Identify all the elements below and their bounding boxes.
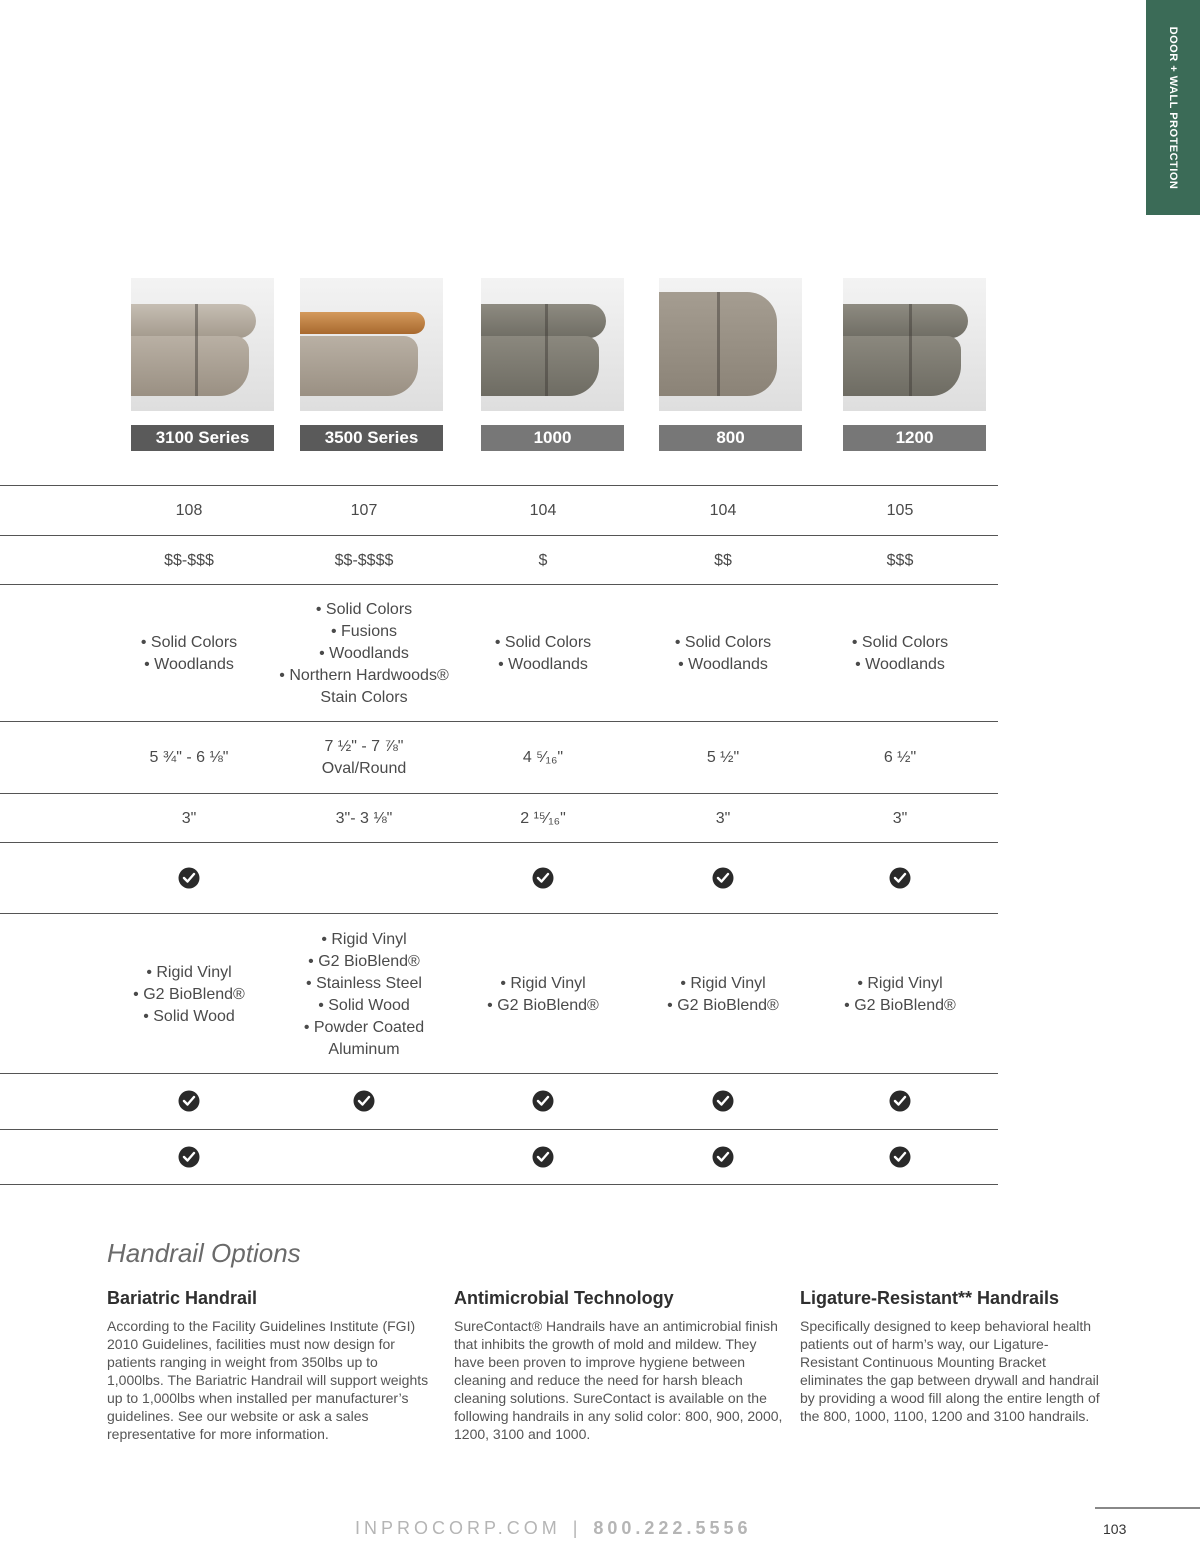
series-label-1200: 1200 <box>843 425 986 451</box>
table-rule <box>0 793 998 794</box>
cell-line: $$$ <box>886 552 914 569</box>
cell-line: • Rigid Vinyl <box>321 931 407 948</box>
table-rule <box>0 721 998 722</box>
cell-line: • Woodlands <box>678 656 768 673</box>
series-label-1000: 1000 <box>481 425 624 451</box>
product-1200 <box>843 278 986 451</box>
cell-height <box>800 747 1000 769</box>
page-number-rule <box>1095 1507 1200 1509</box>
cell-line: • Rigid Vinyl <box>500 975 586 992</box>
cell-line: 105 <box>886 502 914 519</box>
cell-line: • Rigid Vinyl <box>146 964 232 981</box>
product-3500 <box>300 278 443 451</box>
cell-line: $$-$$$$ <box>334 552 394 569</box>
cell-line: 4 ⁵⁄₁₆" <box>522 749 564 766</box>
cell-line: 104 <box>709 502 737 519</box>
cell-line: • Solid Colors <box>674 634 772 651</box>
handrail-3500-photo <box>300 278 443 411</box>
cell-line: 107 <box>350 502 378 519</box>
product-800 <box>659 278 802 451</box>
cell-materials <box>443 973 643 1017</box>
check-icon <box>890 1147 911 1168</box>
side-tab-label: DOOR + WALL PROTECTION <box>1167 26 1179 190</box>
option-body: SureContact® Handrails have an antimicrobial finish that inhibits the growth of mold and mildew. They have been proven to improve hygiene between cleaning and reduce the need for harsh bleach cleaning solutions. SureContact is available on the following handrails in any solid color: 800, 900, 2000, 1200, 3100 and 1000. <box>454 1318 783 1442</box>
table-rule <box>0 842 998 843</box>
footer-separator: | <box>572 1518 582 1538</box>
cell-line: Aluminum <box>328 1041 400 1058</box>
cell-colors <box>800 632 1000 676</box>
cell-price <box>443 550 643 572</box>
cell-price <box>623 550 823 572</box>
option-body: According to the Facility Guidelines Institute (FGI) 2010 Guidelines, facilities must now design for patients ranging in weight from 350lbs up to 1,000lbs. The Bariatric Handrail will support weights up to 1,000lbs when installed per manufacturer’s guidelines. See our website or ask a sales representative for more information. <box>107 1318 429 1442</box>
option-antimicrobial <box>454 1288 784 1443</box>
cell-depth <box>623 808 823 830</box>
cell-materials <box>89 962 289 1028</box>
check-icon <box>533 1147 554 1168</box>
series-label-3100: 3100 Series <box>131 425 274 451</box>
cell-colors <box>89 632 289 676</box>
cell-line: • Solid Colors <box>140 634 238 651</box>
check-icon <box>890 1091 911 1112</box>
cell-line: • Fusions <box>330 623 398 640</box>
cell-price <box>800 550 1000 572</box>
cell-height <box>264 736 464 780</box>
table-rule <box>0 535 998 536</box>
cell-line: • G2 BioBlend® <box>308 953 420 970</box>
cell-line: $$-$$$ <box>164 552 214 569</box>
cell-page <box>443 500 643 522</box>
product-3100 <box>131 278 274 451</box>
cell-line: • Powder Coated <box>303 1019 425 1036</box>
cell-page <box>623 500 823 522</box>
cell-line: • G2 BioBlend® <box>844 997 956 1014</box>
cell-colors <box>264 599 464 709</box>
cell-line: 5 ½" <box>706 749 740 766</box>
cell-materials <box>264 929 464 1061</box>
cell-line: 108 <box>175 502 203 519</box>
option-heading: Ligature-Resistant** Handrails <box>800 1288 1060 1308</box>
cell-line: 3"- 3 ⅛" <box>335 810 393 827</box>
cell-colors <box>443 632 643 676</box>
handrail-800-photo <box>659 278 802 411</box>
cell-page <box>264 500 464 522</box>
check-icon <box>179 1147 200 1168</box>
cell-height <box>623 747 823 769</box>
cell-height <box>89 747 289 769</box>
cell-price <box>264 550 464 572</box>
table-rule <box>0 1129 998 1130</box>
cell-line: • Solid Colors <box>315 601 413 618</box>
option-heading: Bariatric Handrail <box>107 1288 258 1308</box>
cell-page <box>89 500 289 522</box>
cell-line: • Woodlands <box>498 656 588 673</box>
footer <box>355 1518 751 1539</box>
footer-website[interactable]: INPROCORP.COM <box>355 1518 561 1538</box>
options-title: Handrail Options <box>107 1238 301 1268</box>
handrail-3100-photo <box>131 278 274 411</box>
handrail-1200-photo <box>843 278 986 411</box>
option-body: Specifically designed to keep behavioral health patients out of harm’s way, our Ligature-Resistant Continuous Mounting Bracket eliminates the gap between drywall and handrail by providing a wood fill along the entire length of the 800, 1000, 1100, 1200 and 3100 handrails. <box>800 1318 1100 1424</box>
cell-line: • Rigid Vinyl <box>680 975 766 992</box>
cell-line: • Solid Colors <box>494 634 592 651</box>
cell-line: • Woodlands <box>319 645 409 662</box>
cell-depth <box>264 808 464 830</box>
option-heading: Antimicrobial Technology <box>454 1288 674 1308</box>
check-icon <box>533 1091 554 1112</box>
cell-line: 2 ¹⁵⁄₁₆" <box>520 810 566 827</box>
cell-depth <box>443 808 643 830</box>
option-bariatric <box>107 1288 437 1443</box>
handrail-1000-photo <box>481 278 624 411</box>
series-label-800: 800 <box>659 425 802 451</box>
cell-line: 3" <box>181 810 197 827</box>
table-rule <box>0 1073 998 1074</box>
table-rule <box>0 485 998 486</box>
check-icon <box>179 868 200 889</box>
cell-line: • Solid Colors <box>851 634 949 651</box>
cell-line: • Northern Hardwoods® <box>279 667 449 684</box>
cell-depth <box>800 808 1000 830</box>
check-icon <box>533 868 554 889</box>
cell-depth <box>89 808 289 830</box>
cell-materials <box>800 973 1000 1017</box>
footer-phone[interactable]: 800.222.5556 <box>593 1518 752 1538</box>
cell-line: • Woodlands <box>855 656 945 673</box>
cell-line: 3" <box>715 810 731 827</box>
cell-line: 5 ¾" - 6 ⅛" <box>149 749 229 766</box>
table-rule <box>0 913 998 914</box>
check-icon <box>354 1091 375 1112</box>
cell-line: • Solid Wood <box>318 997 410 1014</box>
page-number: 103 <box>1103 1521 1127 1537</box>
check-icon <box>890 868 911 889</box>
cell-line: • Rigid Vinyl <box>857 975 943 992</box>
cell-line: Stain Colors <box>320 689 408 706</box>
cell-line: • Stainless Steel <box>306 975 422 992</box>
cell-line: • G2 BioBlend® <box>133 986 245 1003</box>
cell-materials <box>623 973 823 1017</box>
check-icon <box>179 1091 200 1112</box>
check-icon <box>713 1091 734 1112</box>
cell-line: • Woodlands <box>144 656 234 673</box>
product-1000 <box>481 278 624 451</box>
cell-line: 3" <box>892 810 908 827</box>
cell-colors <box>623 632 823 676</box>
cell-page <box>800 500 1000 522</box>
cell-line: 6 ½" <box>883 749 917 766</box>
cell-line: $$ <box>714 552 732 569</box>
cell-line: Oval/Round <box>321 760 407 777</box>
cell-line: • G2 BioBlend® <box>487 997 599 1014</box>
section-side-tab <box>1146 0 1200 215</box>
cell-line: • Solid Wood <box>143 1008 235 1025</box>
cell-line: $ <box>538 552 548 569</box>
cell-price <box>89 550 289 572</box>
cell-line: • G2 BioBlend® <box>667 997 779 1014</box>
cell-line: 104 <box>529 502 557 519</box>
table-rule <box>0 584 998 585</box>
option-ligature-resistant <box>800 1288 1100 1425</box>
check-icon <box>713 1147 734 1168</box>
table-rule <box>0 1184 998 1185</box>
cell-line: 7 ½" - 7 ⅞" <box>324 738 404 755</box>
cell-height <box>443 747 643 769</box>
check-icon <box>713 868 734 889</box>
series-label-3500: 3500 Series <box>300 425 443 451</box>
